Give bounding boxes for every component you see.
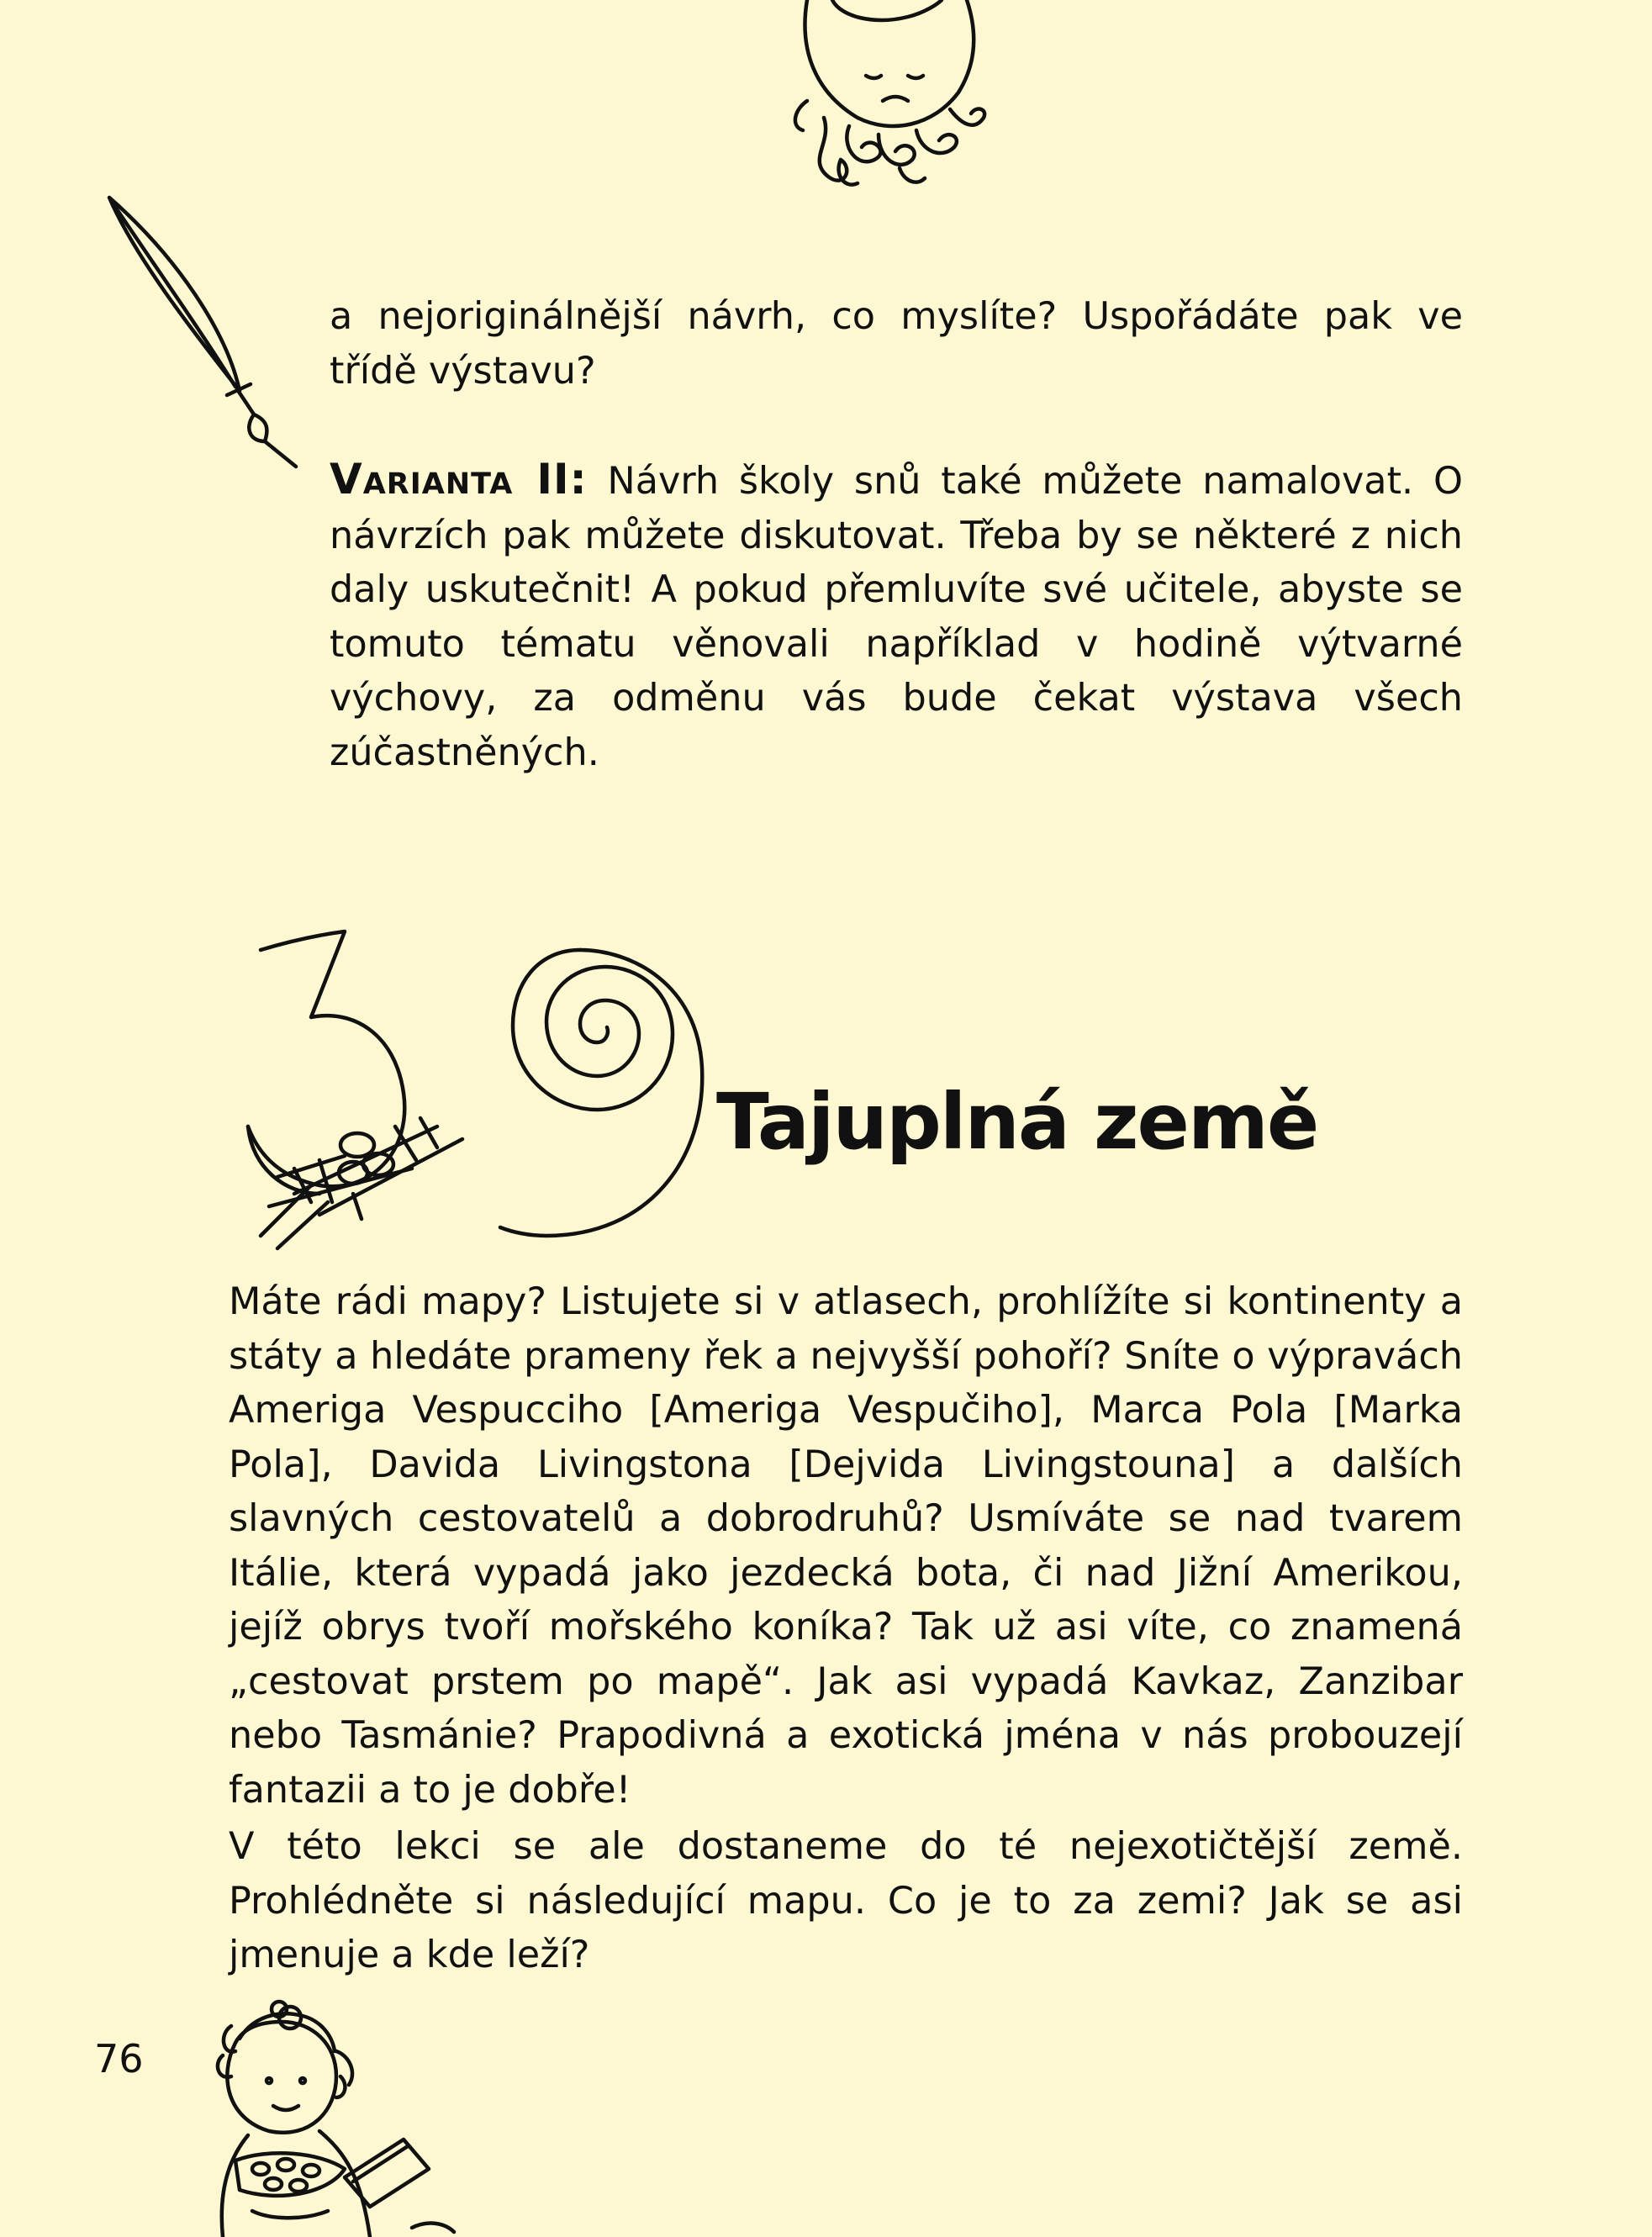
variant-label: Varianta II: <box>330 455 588 504</box>
upside-down-child-illustration <box>782 0 1000 202</box>
page-number: 76 <box>94 2036 144 2081</box>
lesson-title: Tajuplná země <box>716 1077 1318 1167</box>
body-paragraph-1: Máte rádi mapy? Listujete si v atlasech, prohlížíte si kontinenty a státy a hledáte prameny řek a nejvyšší pohoří? Sníte o výpravách Ameriga Vespucciho [Ameriga Vespučiho], Marca Pola [Marka Pola], Davida Livingstona [Dejvida Livingstouna] a dalších slavných cestovatelů a dobrodruhů? Usmíváte se nad tvarem Itálie, která vypadá jako jezdecká bota, či nad Jižní Amerikou, jejíž obrys tvoří mořského koníka? Tak už asi víte, co znamená „cestovat prstem po mapě“. Jak asi vypadá Kavkaz, Zanzibar nebo Tasmánie? Prapodivná a exotická jména v nás probouzejí fantazii a to je dobře! <box>229 1280 1463 1812</box>
quill-pen-illustration <box>101 189 311 475</box>
body-paragraph-2: V této lekci se ale dostaneme do té nejexotičtější země. Prohlédněte si následující mapu. Co je to za zemi? Jak se asi jmenuje a kde leží? <box>229 1825 1463 1976</box>
girl-with-cookies-illustration <box>202 1992 479 2237</box>
variant-paragraph <box>330 452 1463 780</box>
variant-text: Návrh školy snů také můžete namalovat. O návrzích pak můžete diskutovat. Třeba by se některé z nich daly uskutečnit! A pokud přemluvíte své učitele, abyste se tomuto tématu věnovali například v hodině výtvarné výchovy, za odměnu vás bude čekat výstava všech zúčastněných. <box>330 460 1463 774</box>
lesson-number-39-graphic <box>244 916 723 1269</box>
intro-paragraph: a nejoriginálnější návrh, co myslíte? Uspořádáte pak ve třídě výstavu? <box>330 295 1463 393</box>
